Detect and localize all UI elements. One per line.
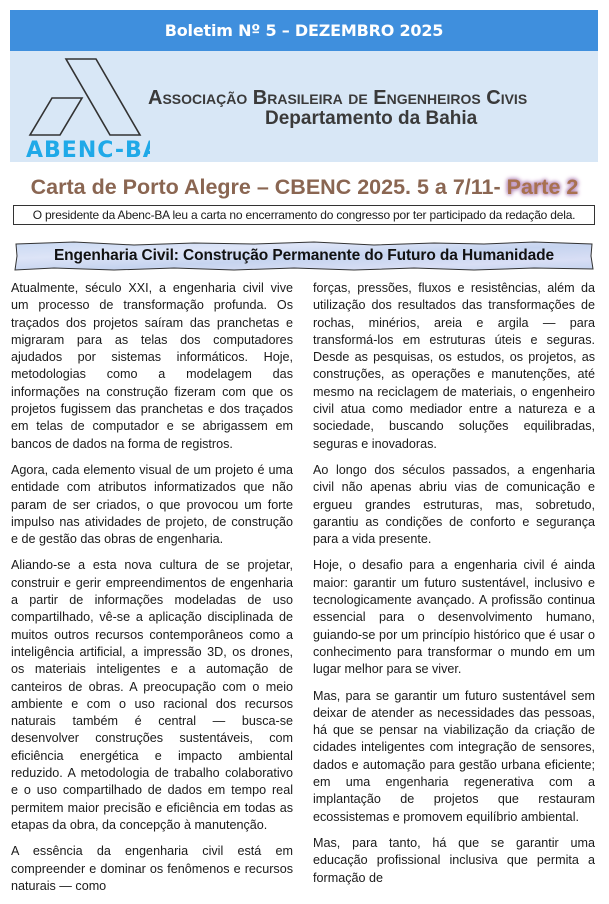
- left-column: [11, 280, 293, 904]
- article-title: [0, 175, 609, 200]
- section-title: Engenharia Civil: Construção Permanente do Futuro da Humanidade: [53, 247, 555, 264]
- abenc-wordmark: ABENC-BA: [26, 138, 150, 162]
- paragraph: Mas, para se garantir um futuro sustentável sem deixar de atender as necessidades das pessoas, há que se pensar na viabilização da criação de cidades inteligentes com integração de sensores, dados e automação para gestão urbana eficiente; em uma engenharia regenerativa com a implantação de projetos que restauram ecossistemas e promovem equilíbrio ambiental.: [313, 688, 595, 824]
- section-title-box: [14, 241, 594, 271]
- paragraph: A essência da engenharia civil está em compreender e dominar os fenômenos e recursos naturais — como: [11, 844, 293, 893]
- article-note-text: O presidente da Abenc-BA leu a carta no encerramento do congresso por ter participado da redação dela.: [32, 208, 576, 222]
- paragraph: Aliando-se a esta nova cultura de se projetar, construir e gerir empreendimentos de engenharia a partir de informações modeladas de uso compartilhado, vê-se a aplicação disciplinada de muitos outros recursos contemporâneos como a inteligência artificial, a impressão 3D, os drones, os materiais inteligentes e a automação de canteiros de obras. A preocupação com o meio ambiente e com o uso racional dos recursos naturais também é central — busca-se desenvolver construções sustentáveis, com eficiência energética e impacto ambiental reduzido. A metodologia de trabalho colaborativo e o uso compartilhado de dados em tempo real permitem maior precisão e eficiência em todas as etapas da obra, da concepção à manutenção.: [11, 558, 293, 832]
- article-title-main: Carta de Porto Alegre – CBENC 2025. 5 a 7/11-: [30, 175, 507, 199]
- paragraph: forças, pressões, fluxos e resistências, além da utilização dos resultados das transformações de rochas, minérios, areia e argila — para transformá-los em estruturas úteis e seguras. Desde as pesquisas, os estudos, os projetos, as construções, as operações e manutenções, até mesmo na reciclagem de materiais, o engenheiro civil atua como mediador entre a natureza e a sociedade, buscando soluções equilibradas, seguras e inovadoras.: [313, 281, 595, 451]
- paragraph: Atualmente, século XXI, a engenharia civil vive um processo de transformação profunda. Os traçados dos projetos saíram das pranchetas e migraram para as telas dos computadores ajudados por sistemas informáticos. Hoje, metodologias como a modelagem das informações na construção fizeram com que os projetos fugissem das pranchetas e dos traçados em telas de computador e se abrigassem em bancos de dados na forma de registros.: [11, 281, 293, 451]
- paragraph: Hoje, o desafio para a engenharia civil é ainda maior: garantir um futuro sustentável, inclusivo e tecnologicamente avançado. A profissão continua essencial para o desenvolvimento humano, guiando-se por um princípio histórico que é usar o conhecimento para transformar o mundo em um lugar melhor para se viver.: [313, 558, 595, 677]
- abenc-a-logo-icon: [20, 51, 150, 162]
- paragraph: Mas, para tanto, há que se garantir uma educação profissional inclusiva que permita a formação de: [313, 835, 595, 885]
- article-title-part: Parte 2: [506, 175, 579, 199]
- bulletin-banner: [10, 10, 598, 51]
- paragraph: Agora, cada elemento visual de um projeto é uma entidade com atributos informatizados que não param de ser criados, o que provocou um forte impulso nas atividades de projeto, de construção e de gestão das obras de engenharia.: [11, 462, 293, 547]
- organization-department: Departamento da Bahia: [265, 108, 478, 129]
- paragraph: Ao longo dos séculos passados, a engenharia civil não apenas abriu vias de comunicação e ergueu grandes estruturas, mas, sobretudo, garantiu as condições de conforto e segurança para a vida presente.: [313, 462, 595, 547]
- bulletin-title: Boletim Nº 5 – DEZEMBRO 2025: [164, 21, 444, 40]
- article-note: [13, 205, 595, 225]
- organization-name: Associação Brasileira de Engenheiros Civis: [148, 87, 528, 109]
- abenc-logo: [20, 51, 150, 162]
- right-column: [313, 280, 595, 896]
- header: [10, 51, 598, 162]
